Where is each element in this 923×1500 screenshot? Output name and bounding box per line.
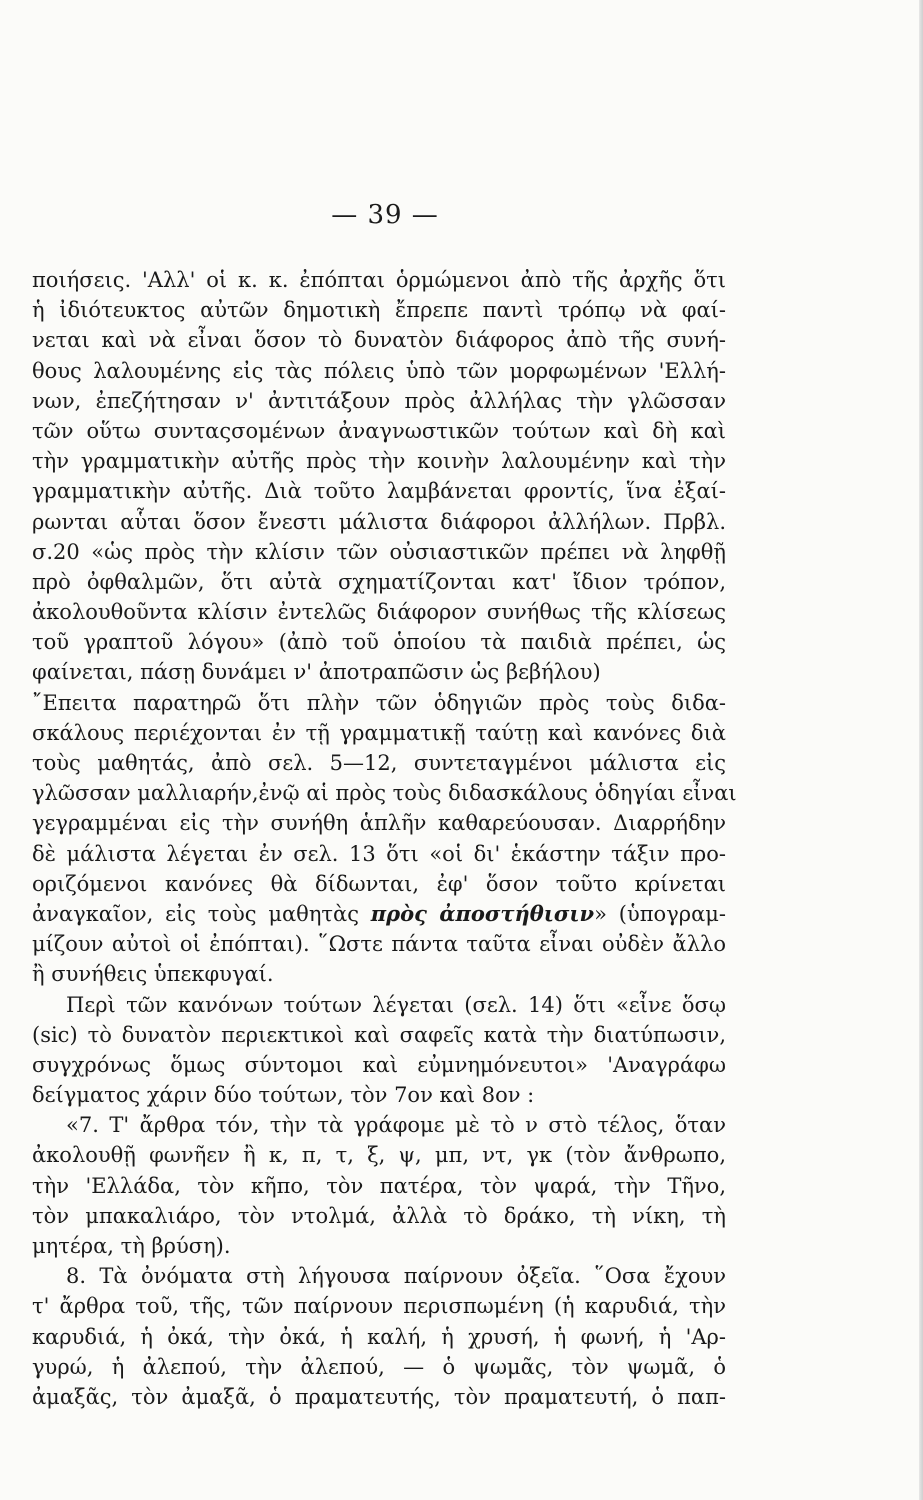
text-line: ἢ συνήθεις ὑπεκφυγαί. [32,962,274,987]
text-line: τ' ἄρθρα τοῦ, τῆς, τῶν παίρνουν περισπωμένη (ἡ καρυδιά, τὴν [32,1294,726,1319]
text-line: Περὶ τῶν κανόνων τούτων λέγεται (σελ. 14) ὅτι «εἶνε ὅσῳ [66,992,726,1017]
text-line: τὸν μπακαλιάρο, τὸν ντολμά, ἀλλὰ τὸ δράκο, τὴ νίκη, τὴ [32,1203,726,1228]
text-line: «7. Τ' ἄρθρα τόν, τὴν τὰ γράφομε μὲ τὸ ν στὸ τέλος, ὅταν [66,1113,726,1138]
text-line: ἀκολουθοῦντα κλίσιν ἐντελῶς διάφορον συνήθως τῆς κλίσεως [32,600,726,625]
text-line: οριζόμενοι κανόνες θὰ δίδωνται, ἐφ' ὅσον τοῦτο κρίνεται [32,871,726,896]
text-line: σ.20 «ὡς πρὸς τὴν κλίσιν τῶν οὐσιαστικῶν πρέπει νὰ ληφθῇ [32,539,726,564]
page-edge [919,0,923,1500]
text-line: τὴν γραμματικὴν αὐτῆς πρὸς τὴν κοινὴν λαλουμένην καὶ τὴν [32,449,726,474]
text-line: νεται καὶ νὰ εἶναι ὅσον τὸ δυνατὸν διάφορος ἀπὸ τῆς συνή- [32,328,726,353]
text-line [32,899,726,929]
text-line: τὴν 'Ελλάδα, τὸν κῆπο, τὸν πατέρα, τὸν ψαρά, τὴν Τῆνο, [32,1173,726,1198]
text-line: ποιήσεις. 'Αλλ' οἱ κ. κ. ἐπόπται ὁρμώμενοι ἀπὸ τῆς ἀρχῆς ὅτι [32,268,726,292]
text-line: γεγραμμέναι εἰς τὴν συνήθη ἁπλῆν καθαρεύουσαν. Διαρρήδην [32,811,726,836]
text-line: τῶν οὕτω συνταςσομένων ἀναγνωστικῶν τούτων καὶ δὴ καὶ [32,418,726,443]
text-line: φαίνεται, πάσῃ δυνάμει ν' ἀποτραπῶσιν ὡς βεβήλου) [32,660,601,685]
body-text [32,265,737,1412]
text-line: ἀκολουθῇ φωνῆεν ἢ κ, π, τ, ξ, ψ, μπ, ντ, γκ (τὸν ἄνθρωπο, [32,1143,726,1168]
text-line: τοὺς μαθητάς, ἀπὸ σελ. 5—12, συντεταγμένοι μάλιστα εἰς [32,751,726,775]
text-line: γλῶσσαν μαλλιαρήν,ἐνῷ αἱ πρὸς τοὺς διδασκάλους ὁδηγίαι εἶναι [32,781,737,806]
text-line: (sic) τὸ δυνατὸν περιεκτικοὶ καὶ σαφεῖς κατὰ τὴν διατύπωσιν, [32,1022,726,1047]
page-number: — 39 — [331,200,439,230]
text-line: μίζουν αὐτοὶ οἱ ἐπόπται). ῞Ωστε πάντα ταῦτα εἶναι οὐδὲν ἄλλο [32,932,726,957]
text-line: δὲ μάλιστα λέγεται ἐν σελ. 13 ὅτι «οἱ δι' ἑκάστην τάξιν προ- [32,841,726,866]
text-line: θους λαλουμένης εἰς τὰς πόλεις ὑπὸ τῶν μορφωμένων 'Ελλή- [32,358,726,383]
text-line: ῎Επειτα παρατηρῶ ὅτι πλὴν τῶν ὁδηγιῶν πρὸς τοὺς διδα- [32,690,726,715]
text-line: ρωνται αὗται ὅσον ἔνεστι μάλιστα διάφοροι ἀλλήλων. Πρβλ. [32,509,726,534]
text-line: ἀμαξᾶς, τὸν ἀμαξᾶ, ὁ πραματευτής, τὸν πραματευτή, ὁ παπ- [32,1384,726,1409]
text-line: γραμματικὴν αὐτῆς. Διὰ τοῦτο λαμβάνεται φροντίς, ἵνα ἐξαί- [32,479,726,504]
text-line: δείγματος χάριν δύο τούτων, τὸν 7ον καὶ 8ον : [32,1083,535,1108]
text-segment: » (ὑπογραμ- [594,901,727,926]
text-line: πρὸ ὀφθαλμῶν, ὅτι αὐτὰ σχηματίζονται κατ' ἴδιον τρόπον, [32,569,726,594]
text-line: μητέρα, τὴ βρύση). [32,1234,231,1258]
text-line: καρυδιά, ἡ ὀκά, τὴν ὀκά, ἡ καλή, ἡ χρυσή, ἡ φωνή, ἡ 'Αρ- [32,1324,726,1349]
text-line: νων, ἐπεζήτησαν ν' ἀντιτάξουν πρὸς ἀλλήλας τὴν γλῶσσαν [32,388,726,413]
text-line: συγχρόνως ὅμως σύντομοι καὶ εὐμνημόνευτοι» 'Αναγράφω [32,1052,726,1077]
text-line: γυρώ, ἡ ἀλεπού, τὴν ἀλεπού, — ὁ ψωμᾶς, τὸν ψωμᾶ, ὁ [32,1354,726,1379]
text-line: ἡ ἰδιότευκτος αὐτῶν δημοτικὴ ἔπρεπε παντὶ τρόπῳ νὰ φαί- [32,298,726,323]
text-segment: ἀναγκαῖον, εἰς τοὺς μαθητὰς [32,901,371,926]
text-line: σκάλους περιέχονται ἐν τῇ γραμματικῇ ταύτῃ καὶ κανόνες διὰ [32,720,726,745]
emphasized-text: πρὸς ἀποστήθισιν [370,900,595,926]
text-line: 8. Τὰ ὀνόματα στὴ λήγουσα παίρνουν ὀξεῖα. ῞Οσα ἔχουν [66,1264,726,1289]
text-line: τοῦ γραπτοῦ λόγου» (ἀπὸ τοῦ ὁποίου τὰ παιδιὰ πρέπει, ὡς [32,630,726,655]
